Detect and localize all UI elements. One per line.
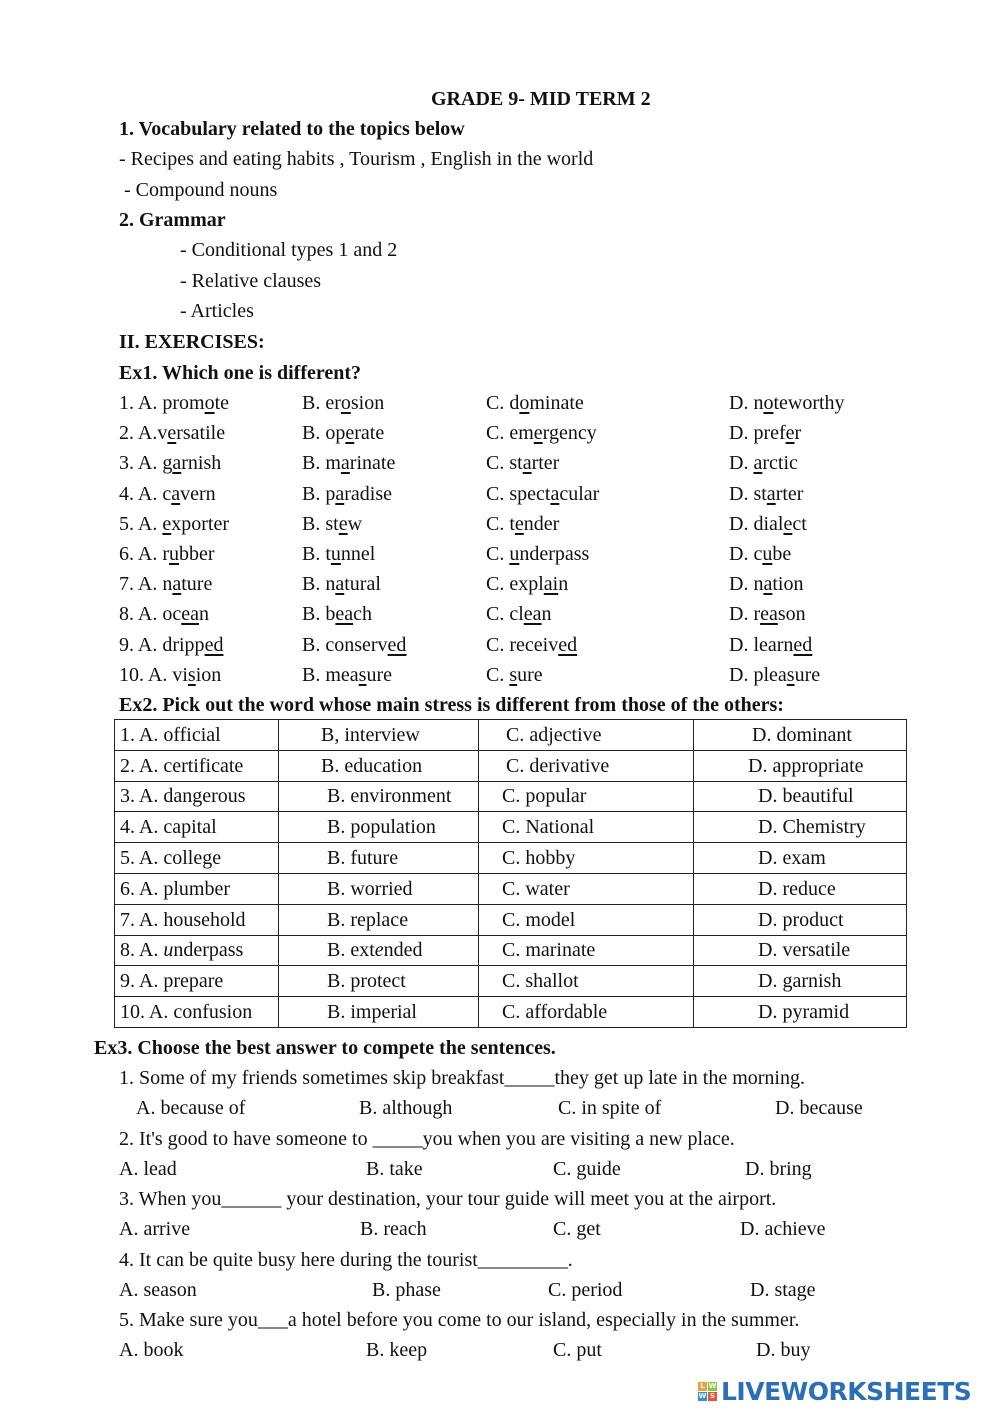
table-cell: B. imperial [279, 997, 479, 1028]
ex1-option: C. sure [486, 663, 543, 686]
ex1-option: B. measure [302, 663, 392, 686]
ex1-option: C. clean [486, 603, 552, 626]
table-cell: B. worried [279, 873, 479, 904]
ex1-option: D. noteworthy [729, 392, 845, 414]
underlined-sound: u [762, 543, 773, 565]
ex3-option: A. lead [119, 1157, 177, 1180]
ex2-heading: Ex2. Pick out the word whose main stress is different from those of the others: [119, 694, 784, 716]
ex3-question: 3. When you______ your destination, your tour guide will meet you at the airport. [119, 1188, 777, 1210]
ex1-option: B. conserved [302, 633, 407, 656]
ex3-question: 5. Make sure you___a hotel before you come to our island, especially in the summer. [119, 1309, 800, 1331]
vocabulary-heading: 1. Vocabulary related to the topics below [119, 118, 465, 140]
grammar-item-2: - Relative clauses [180, 270, 322, 292]
table-cell: D. appropriate [694, 750, 907, 781]
ex1-option: C. dominate [486, 392, 584, 414]
ex3-question: 2. It's good to have someone to _____you when you are visiting a new place. [119, 1127, 735, 1150]
underlined-sound: u [169, 543, 179, 565]
table-cell: C. adjective [479, 720, 694, 751]
vocabulary-line-1: - Recipes and eating habits , Tourism , English in the world [119, 148, 594, 170]
ex1-option: D. prefer [729, 422, 802, 445]
table-cell: 5. A. college [115, 843, 279, 874]
table-cell: 8. A. underpass [115, 935, 279, 966]
table-cell: C. affordable [479, 997, 694, 1028]
ex3-option: C. get [553, 1218, 601, 1240]
ex3-option: D. achieve [740, 1218, 826, 1240]
table-cell: B. future [279, 843, 479, 874]
underlined-sound: s [509, 663, 518, 686]
ex1-option: B. paradise [302, 482, 392, 505]
ex1-option: B. natural [302, 573, 381, 596]
ex3-option: C. put [553, 1339, 602, 1361]
ex1-option: 5. A. exporter [119, 512, 229, 535]
table-cell: D. reduce [694, 873, 907, 904]
table-cell: B. education [279, 750, 479, 781]
underlined-sound: u [509, 543, 520, 565]
logo-mark-cell: W [698, 1392, 707, 1400]
ex1-option: B. erosion [302, 392, 385, 414]
table-cell: D. versatile [694, 935, 907, 966]
underlined-sound: e [783, 512, 793, 535]
exercises-heading: II. EXERCISES: [119, 331, 265, 353]
table-row [115, 843, 907, 874]
table-row [115, 935, 907, 966]
table-cell: B. extended [279, 935, 479, 966]
table-cell: D. exam [694, 843, 907, 874]
ex1-option: B. marinate [302, 452, 396, 475]
underlined-sound: a [522, 452, 532, 475]
table-cell: B. replace [279, 904, 479, 935]
underlined-sound: a [335, 573, 345, 596]
table-cell: B. environment [279, 781, 479, 812]
italic-letter: u [163, 939, 174, 962]
ex1-option: D. pleasure [729, 663, 821, 686]
vocabulary-line-2: - Compound nouns [119, 179, 278, 201]
ex3-option: D. stage [750, 1278, 816, 1301]
ex1-option: 10. A. vision [119, 663, 222, 686]
logo-mark-cell: L [698, 1382, 707, 1391]
underlined-sound: a [753, 452, 763, 475]
underlined-sound: ed [204, 633, 224, 656]
underlined-sound: ed [558, 633, 578, 656]
table-cell: 2. A. certificate [115, 750, 279, 781]
underlined-sound: a [763, 573, 773, 596]
ex1-option: 1. A. promote [119, 392, 229, 414]
table-cell: C. National [479, 812, 694, 843]
table-cell: D. product [694, 904, 907, 935]
underlined-sound: a [172, 452, 182, 475]
ex3-option: D. bring [745, 1157, 812, 1180]
underlined-sound: u [330, 543, 341, 565]
table-cell: 3. A. dangerous [115, 781, 279, 812]
ex1-option: D. reason [729, 603, 806, 626]
table-cell: C. water [479, 873, 694, 904]
ex3-option: B. take [366, 1157, 423, 1180]
ex1-option: C. spectacular [486, 482, 600, 505]
table-cell: 4. A. capital [115, 812, 279, 843]
underlined-sound: ea [523, 603, 542, 626]
table-row [115, 720, 907, 751]
underlined-sound: e [785, 422, 795, 445]
underlined-sound: ed [387, 633, 407, 656]
table-cell: D. Chemistry [694, 812, 907, 843]
ex1-option: 4. A. cavern [119, 482, 216, 505]
underlined-sound: s [358, 663, 367, 686]
ex1-option: B. operate [302, 422, 385, 445]
ex1-option: C. underpass [486, 543, 590, 565]
underlined-sound: o [204, 392, 215, 414]
table-cell: 7. A. household [115, 904, 279, 935]
underlined-sound: e [338, 512, 348, 535]
table-cell: B. protect [279, 966, 479, 997]
underlined-sound: e [345, 422, 355, 445]
underlined-sound: o [519, 392, 530, 414]
table-cell: D. pyramid [694, 997, 907, 1028]
ex1-option: 7. A. nature [119, 573, 213, 596]
underlined-sound: a [550, 482, 560, 505]
underlined-sound: a [335, 482, 345, 505]
ex1-option: B. tunnel [302, 543, 376, 565]
ex1-option: D. nation [729, 573, 804, 596]
ex1-option: 6. A. rubber [119, 543, 215, 565]
table-cell: C. model [479, 904, 694, 935]
logo-mark-icon [698, 1382, 717, 1401]
table-row [115, 812, 907, 843]
underlined-sound: a [340, 452, 350, 475]
underlined-sound: s [786, 663, 795, 686]
ex3-option: B. keep [366, 1339, 428, 1361]
ex3-option: C. guide [553, 1157, 621, 1180]
underlined-sound: ed [793, 633, 813, 656]
logo-text: LIVEWORKSHEETS [721, 1377, 972, 1406]
grammar-heading: 2. Grammar [119, 209, 226, 231]
table-cell: D. garnish [694, 966, 907, 997]
ex3-heading: Ex3. Choose the best answer to compete the sentences. [94, 1037, 556, 1059]
ex3-option: A. arrive [119, 1218, 191, 1240]
ex1-option: D. starter [729, 482, 804, 505]
underlined-sound: a [171, 482, 181, 505]
ex1-option: 9. A. dripped [119, 633, 224, 656]
underlined-sound: a [766, 482, 776, 505]
underlined-sound: ai [543, 573, 559, 596]
ex1-option: B. stew [302, 512, 363, 535]
table-cell: C. derivative [479, 750, 694, 781]
table-cell: C. popular [479, 781, 694, 812]
table-row [115, 997, 907, 1028]
table-cell: D. dominant [694, 720, 907, 751]
ex3-option: D. buy [756, 1339, 811, 1361]
underlined-sound: e [514, 512, 524, 535]
grammar-item-3: - Articles [180, 300, 254, 322]
italic-letter: e [374, 939, 384, 962]
ex1-option: 8. A. ocean [119, 603, 209, 626]
table-cell: B, interview [279, 720, 479, 751]
table-cell: 10. A. confusion [115, 997, 279, 1028]
table-cell: C. marinate [479, 935, 694, 966]
ex1-option: C. starter [486, 452, 560, 475]
grammar-item-1: - Conditional types 1 and 2 [180, 239, 398, 261]
logo-mark-cell: W [708, 1382, 717, 1390]
table-cell: C. hobby [479, 843, 694, 874]
underlined-sound: e [167, 422, 177, 445]
underlined-sound: e [162, 512, 172, 535]
ex1-option: D. dialect [729, 512, 807, 535]
ex3-option: B. although [359, 1097, 453, 1119]
underlined-sound: ea [760, 603, 778, 626]
ex1-option: D. arctic [729, 452, 798, 475]
page-title: GRADE 9- MID TERM 2 [431, 88, 651, 110]
table-row [115, 904, 907, 935]
ex3-option: A. because of [136, 1097, 246, 1119]
ex1-option: 2. A.versatile [119, 422, 226, 445]
underlined-sound: ea [181, 603, 199, 626]
table-cell: B. population [279, 812, 479, 843]
table-row [115, 750, 907, 781]
table-cell: 1. A. official [115, 720, 279, 751]
ex3-option: A. book [119, 1339, 184, 1361]
table-row [115, 873, 907, 904]
ex1-option: B. beach [302, 603, 372, 626]
ex1-heading: Ex1. Which one is different? [119, 362, 362, 384]
ex3-option: B. reach [360, 1218, 427, 1240]
underlined-sound: a [172, 573, 182, 596]
ex3-question: 1. Some of my friends sometimes skip breakfast_____they get up late in the morning. [119, 1067, 805, 1089]
ex3-option: A. season [119, 1278, 197, 1301]
ex1-option: C. tender [486, 512, 560, 535]
table-cell: D. beautiful [694, 781, 907, 812]
table-cell: 6. A. plumber [115, 873, 279, 904]
ex3-option: D. because [775, 1097, 863, 1119]
table-cell: C. shallot [479, 966, 694, 997]
liveworksheets-logo [698, 1377, 971, 1406]
table-cell: 9. A. prepare [115, 966, 279, 997]
underlined-sound: ea [335, 603, 354, 626]
ex1-option: C. received [486, 633, 578, 656]
table-row [115, 781, 907, 812]
ex1-option: D. learned [729, 633, 813, 656]
logo-mark-cell: S [709, 1392, 716, 1400]
ex3-option: C. in spite of [558, 1097, 662, 1119]
ex2-table [114, 719, 907, 1028]
underlined-sound: o [763, 392, 774, 414]
underlined-sound: e [533, 422, 543, 445]
underlined-sound: o [340, 392, 351, 414]
ex3-option: B. phase [372, 1278, 441, 1301]
underlined-sound: s [187, 663, 196, 686]
ex3-question: 4. It can be quite busy here during the tourist_________. [119, 1248, 573, 1271]
ex1-option: D. cube [729, 543, 792, 565]
ex1-option: C. emergency [486, 422, 597, 445]
ex1-option: 3. A. garnish [119, 452, 222, 475]
ex3-option: C. period [548, 1278, 623, 1301]
ex1-option: C. explain [486, 573, 569, 596]
table-row [115, 966, 907, 997]
